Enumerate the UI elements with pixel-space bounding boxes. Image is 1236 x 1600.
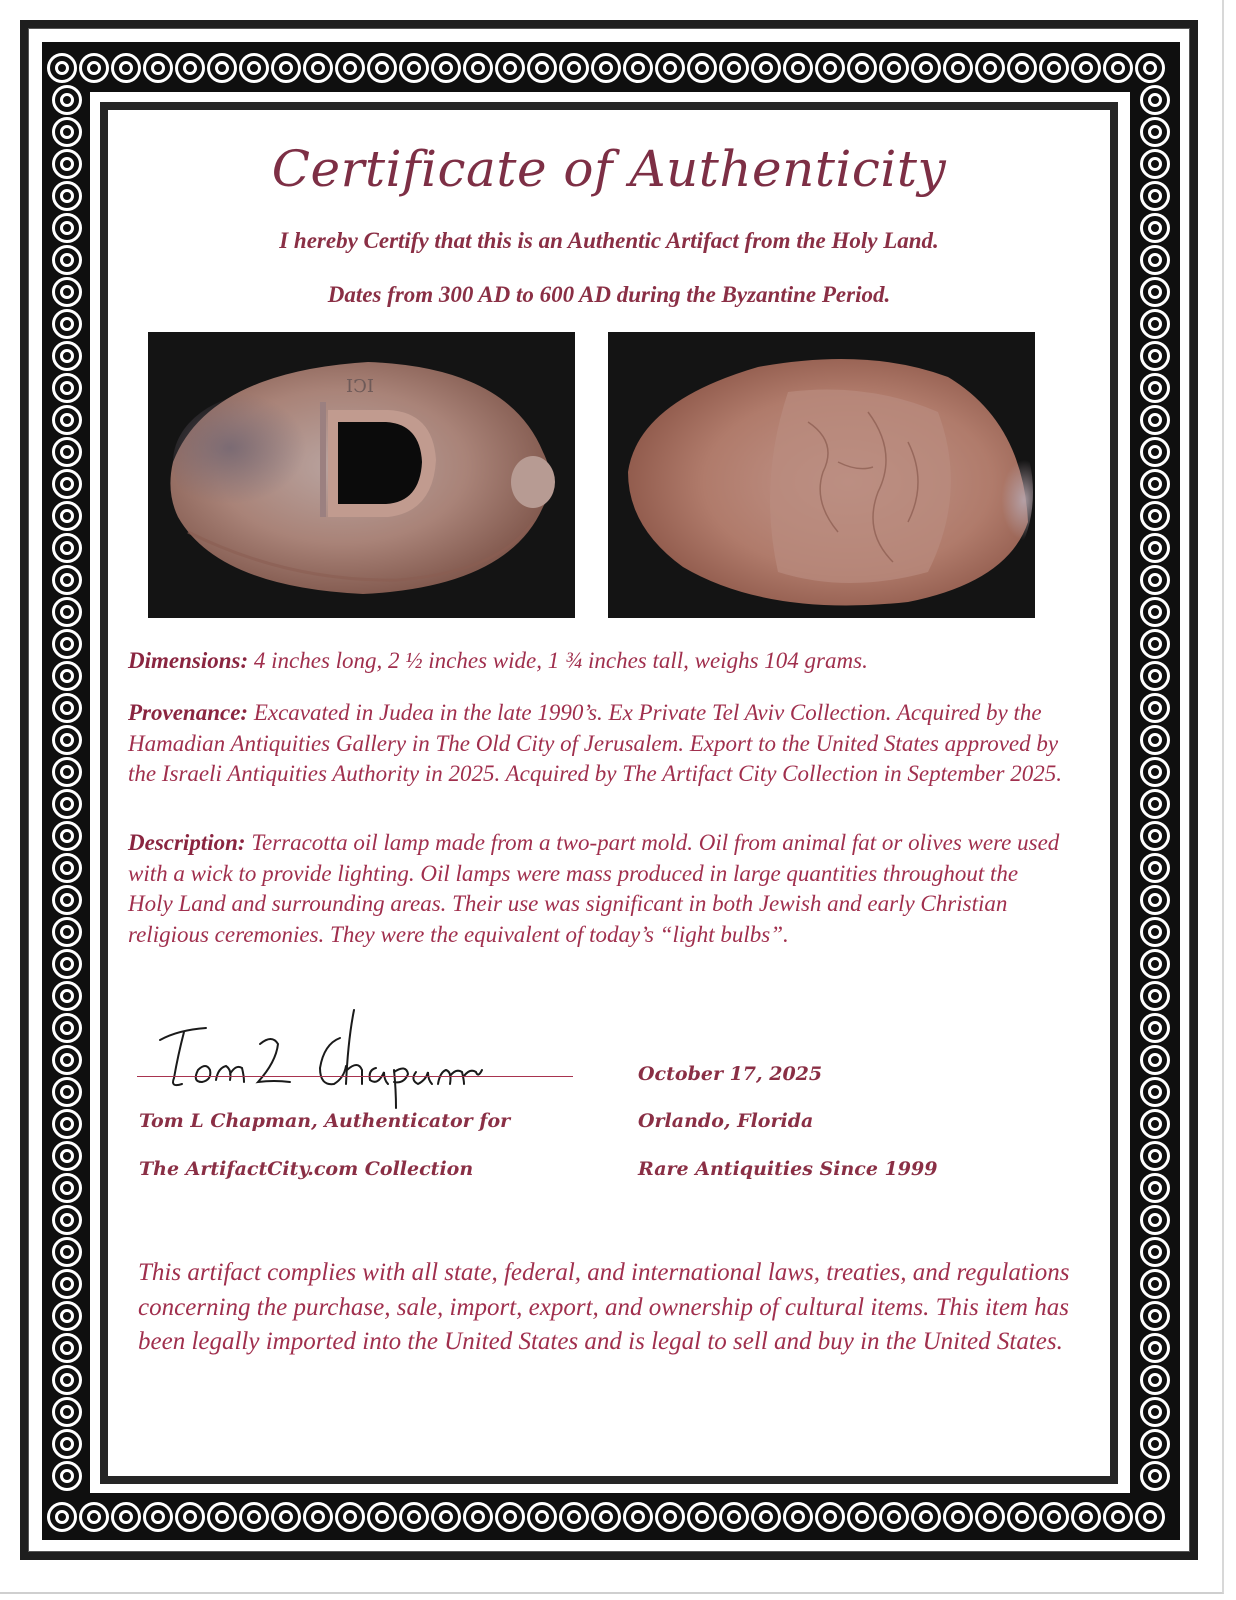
dates-statement: Dates from 300 AD to 600 AD during the Byzantine Period. <box>327 282 891 307</box>
certify-statement: I hereby Certify that this is an Authentic Artifact from the Holy Land. <box>279 228 939 253</box>
provenance-label: Provenance: <box>128 700 249 725</box>
circle-pattern-bottom-icon <box>46 1501 1166 1533</box>
provenance-text: Excavated in Judea in the late 1990’s. Ex Private Tel Aviv Collection. Acquired by the Hamadian Antiquities Gallery in The Old City of Jerusalem. Export to the United States approved by the Israeli Antiquities Authority in 2025. Acquired by The Artifact City Collection in September 2025. <box>128 700 1062 786</box>
company-tagline: Rare Antiquities Since 1999 <box>638 1158 938 1180</box>
certificate-date: October 17, 2025 <box>638 1063 823 1085</box>
certificate-title: Certificate of Authenticity <box>271 140 947 198</box>
circle-pattern-right-icon <box>1139 84 1171 1492</box>
handwritten-signature-icon <box>148 1000 528 1110</box>
certificate-content <box>108 110 1110 1476</box>
description-text: Terracotta oil lamp made from a two-part mold. Oil from animal fat or olives were used with a wick to provide lighting. Oil lamps were mass produced in large quantities throughout the Holy Land and surrounding areas. Their use was significant in both Jewish and early Christian religious ceremonies. They were the equivalent of today’s “light bulbs”. <box>128 830 1060 947</box>
signer-organization: The ArtifactCity.com Collection <box>139 1158 474 1180</box>
oil-lamp-bottom-view-image <box>608 332 1035 618</box>
provenance-section <box>128 698 1063 790</box>
dimensions-label: Dimensions: <box>128 648 249 673</box>
dimensions-text: 4 inches long, 2 ½ inches wide, 1 ¾ inches tall, weighs 104 grams. <box>248 648 868 673</box>
signer-name: Tom L Chapman, Authenticator for <box>139 1110 511 1132</box>
signature-line <box>137 1076 573 1077</box>
compliance-statement: This artifact complies with all state, federal, and international laws, treaties, and regulations concerning the purchase, sale, import, export, and ownership of cultural items. This item has been legally imported into the United States and is legal to sell and buy in the United States. <box>138 1259 1070 1355</box>
oil-lamp-top-view-image <box>148 332 575 618</box>
description-section <box>128 828 1063 950</box>
circle-pattern-top-icon <box>46 52 1166 84</box>
circle-pattern-left-icon <box>51 84 83 1492</box>
svg-text:ΙϽΙ: ΙϽΙ <box>346 376 374 397</box>
certificate-location: Orlando, Florida <box>638 1110 814 1132</box>
description-label: Description: <box>128 830 246 855</box>
dimensions-section <box>128 646 1088 677</box>
